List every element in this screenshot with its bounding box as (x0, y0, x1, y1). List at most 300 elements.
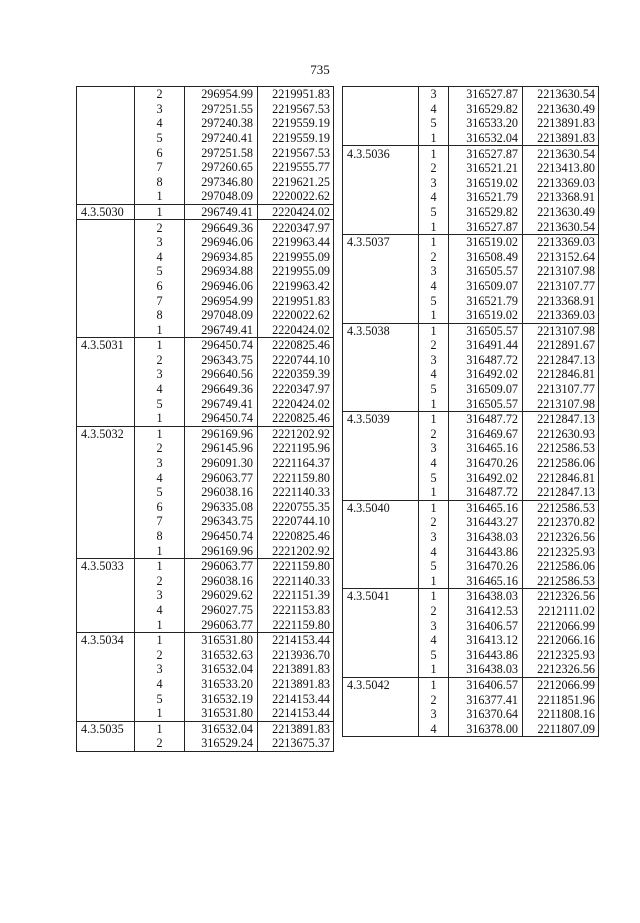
parcel-id-cell (77, 574, 135, 589)
parcel-id-cell: 4.3.5030 (77, 204, 135, 220)
point-number-cell: 5 (419, 205, 449, 220)
parcel-id-cell (77, 441, 135, 456)
point-number-cell: 6 (135, 500, 185, 515)
y-coordinate-cell: 2219955.09 (258, 264, 334, 279)
y-coordinate-cell: 2211807.09 (523, 722, 599, 737)
point-number-cell: 1 (135, 543, 185, 558)
table-row (343, 116, 599, 131)
table-row (343, 161, 599, 176)
x-coordinate-cell: 316529.24 (185, 736, 258, 751)
point-number-cell: 2 (135, 353, 185, 368)
parcel-id-cell (77, 662, 135, 677)
point-number-cell: 5 (419, 559, 449, 574)
y-coordinate-cell: 2213369.03 (523, 234, 599, 249)
table-row (343, 530, 599, 545)
x-coordinate-cell: 296343.75 (185, 514, 258, 529)
x-coordinate-cell: 296649.36 (185, 382, 258, 397)
parcel-id-cell (343, 102, 419, 117)
table-row (343, 176, 599, 191)
y-coordinate-cell: 2212847.13 (523, 485, 599, 500)
table-row (77, 175, 334, 190)
point-number-cell: 3 (419, 707, 449, 722)
x-coordinate-cell: 316532.04 (185, 721, 258, 736)
x-coordinate-cell: 296954.99 (185, 293, 258, 308)
point-number-cell: 1 (419, 662, 449, 677)
point-number-cell: 2 (135, 441, 185, 456)
point-number-cell: 5 (135, 485, 185, 500)
x-coordinate-cell: 296946.06 (185, 235, 258, 250)
point-number-cell: 3 (419, 618, 449, 633)
x-coordinate-cell: 296946.06 (185, 279, 258, 294)
table-row (343, 485, 599, 500)
y-coordinate-cell: 2221159.80 (258, 470, 334, 485)
point-number-cell: 2 (419, 515, 449, 530)
point-number-cell: 1 (135, 338, 185, 353)
table-row (77, 116, 334, 131)
x-coordinate-cell: 296169.96 (185, 426, 258, 441)
x-coordinate-cell: 316443.86 (449, 648, 523, 663)
point-number-cell: 3 (419, 353, 449, 368)
x-coordinate-cell: 296640.56 (185, 367, 258, 382)
x-coordinate-cell: 316532.04 (449, 131, 523, 146)
point-number-cell: 3 (419, 530, 449, 545)
parcel-id-cell (77, 264, 135, 279)
parcel-id-cell (343, 161, 419, 176)
point-number-cell: 5 (419, 382, 449, 397)
table-row (77, 323, 334, 338)
y-coordinate-cell: 2212846.81 (523, 470, 599, 485)
x-coordinate-cell: 297251.58 (185, 145, 258, 160)
x-coordinate-cell: 316438.03 (449, 530, 523, 545)
y-coordinate-cell: 2213369.03 (523, 308, 599, 323)
y-coordinate-cell: 2220744.10 (258, 353, 334, 368)
x-coordinate-cell: 297048.09 (185, 308, 258, 323)
y-coordinate-cell: 2212325.93 (523, 544, 599, 559)
parcel-id-cell (343, 456, 419, 471)
point-number-cell: 3 (419, 441, 449, 456)
table-row (343, 396, 599, 411)
parcel-id-cell (343, 190, 419, 205)
x-coordinate-cell: 316509.07 (449, 279, 523, 294)
parcel-id-cell (343, 530, 419, 545)
point-number-cell: 1 (419, 677, 449, 692)
point-number-cell: 3 (135, 102, 185, 117)
y-coordinate-cell: 2219955.09 (258, 250, 334, 265)
x-coordinate-cell: 316492.02 (449, 470, 523, 485)
y-coordinate-cell: 2220424.02 (258, 396, 334, 411)
y-coordinate-cell: 2212325.93 (523, 648, 599, 663)
x-coordinate-cell: 316505.57 (449, 264, 523, 279)
table-row (77, 396, 334, 411)
x-coordinate-cell: 316509.07 (449, 382, 523, 397)
y-coordinate-cell: 2211808.16 (523, 707, 599, 722)
table-row (343, 604, 599, 619)
point-number-cell: 4 (135, 603, 185, 618)
parcel-id-cell (77, 235, 135, 250)
table-row (343, 722, 599, 737)
table-row (77, 456, 334, 471)
parcel-id-cell (77, 456, 135, 471)
y-coordinate-cell: 2221159.80 (258, 559, 334, 574)
table-row (343, 219, 599, 234)
point-number-cell: 1 (135, 559, 185, 574)
table-row (343, 205, 599, 220)
parcel-id-cell (343, 648, 419, 663)
y-coordinate-cell: 2212847.13 (523, 412, 599, 427)
parcel-id-cell (343, 633, 419, 648)
table-row (77, 721, 334, 736)
y-coordinate-cell: 2221153.83 (258, 603, 334, 618)
table-row (77, 235, 334, 250)
table-row (343, 559, 599, 574)
point-number-cell: 5 (135, 691, 185, 706)
x-coordinate-cell: 316443.86 (449, 544, 523, 559)
y-coordinate-cell: 2219621.25 (258, 175, 334, 190)
table-row (77, 145, 334, 160)
y-coordinate-cell: 2212586.53 (523, 500, 599, 515)
point-number-cell: 1 (135, 721, 185, 736)
x-coordinate-cell: 296749.41 (185, 396, 258, 411)
x-coordinate-cell: 296343.75 (185, 353, 258, 368)
point-number-cell: 8 (135, 308, 185, 323)
x-coordinate-cell: 316492.02 (449, 367, 523, 382)
point-number-cell: 1 (419, 412, 449, 427)
point-number-cell: 5 (419, 293, 449, 308)
parcel-id-cell (343, 441, 419, 456)
point-number-cell: 2 (419, 604, 449, 619)
x-coordinate-cell: 296063.77 (185, 617, 258, 632)
x-coordinate-cell: 316370.64 (449, 707, 523, 722)
x-coordinate-cell: 296934.85 (185, 250, 258, 265)
table-row (343, 574, 599, 589)
y-coordinate-cell: 2221159.80 (258, 617, 334, 632)
table-row (343, 146, 599, 161)
y-coordinate-cell: 2220359.39 (258, 367, 334, 382)
parcel-id-cell: 4.3.5037 (343, 234, 419, 249)
parcel-id-cell: 4.3.5034 (77, 632, 135, 647)
parcel-id-cell (77, 500, 135, 515)
parcel-id-cell: 4.3.5031 (77, 338, 135, 353)
y-coordinate-cell: 2213368.91 (523, 293, 599, 308)
parcel-id-cell (77, 603, 135, 618)
y-coordinate-cell: 2221202.92 (258, 543, 334, 558)
x-coordinate-cell: 316413.12 (449, 633, 523, 648)
table-row (77, 632, 334, 647)
table-row (77, 87, 334, 102)
table-row (343, 87, 599, 102)
y-coordinate-cell: 2221202.92 (258, 426, 334, 441)
x-coordinate-cell: 296091.30 (185, 456, 258, 471)
y-coordinate-cell: 2220022.62 (258, 189, 334, 204)
point-number-cell: 5 (419, 648, 449, 663)
parcel-id-cell: 4.3.5042 (343, 677, 419, 692)
x-coordinate-cell: 316377.41 (449, 692, 523, 707)
x-coordinate-cell: 316527.87 (449, 219, 523, 234)
x-coordinate-cell: 316529.82 (449, 205, 523, 220)
parcel-id-cell (343, 116, 419, 131)
parcel-id-cell (343, 382, 419, 397)
table-row (77, 648, 334, 663)
point-number-cell: 1 (419, 574, 449, 589)
point-number-cell: 7 (135, 293, 185, 308)
parcel-id-cell (77, 411, 135, 426)
y-coordinate-cell: 2221195.96 (258, 441, 334, 456)
parcel-id-cell (343, 353, 419, 368)
x-coordinate-cell: 296954.99 (185, 87, 258, 102)
parcel-id-cell (77, 677, 135, 692)
table-row (77, 131, 334, 146)
parcel-id-cell (77, 736, 135, 751)
point-number-cell: 1 (419, 131, 449, 146)
table-row (77, 662, 334, 677)
parcel-id-cell (77, 131, 135, 146)
parcel-id-cell (343, 559, 419, 574)
page-number: 735 (310, 62, 330, 77)
x-coordinate-cell: 316465.16 (449, 574, 523, 589)
y-coordinate-cell: 2220755.35 (258, 500, 334, 515)
y-coordinate-cell: 2213152.64 (523, 250, 599, 265)
table-row (77, 308, 334, 323)
point-number-cell: 8 (135, 529, 185, 544)
table-row (343, 412, 599, 427)
x-coordinate-cell: 316527.87 (449, 146, 523, 161)
y-coordinate-cell: 2221140.33 (258, 485, 334, 500)
point-number-cell: 1 (135, 706, 185, 721)
y-coordinate-cell: 2213891.83 (258, 721, 334, 736)
parcel-id-cell (343, 544, 419, 559)
parcel-id-cell (343, 692, 419, 707)
x-coordinate-cell: 296450.74 (185, 529, 258, 544)
point-number-cell: 1 (135, 426, 185, 441)
point-number-cell: 6 (135, 279, 185, 294)
point-number-cell: 3 (419, 264, 449, 279)
table-row (343, 677, 599, 692)
y-coordinate-cell: 2219951.83 (258, 293, 334, 308)
table-row (77, 514, 334, 529)
x-coordinate-cell: 296063.77 (185, 470, 258, 485)
point-number-cell: 1 (419, 323, 449, 338)
parcel-id-cell (343, 574, 419, 589)
x-coordinate-cell: 316487.72 (449, 412, 523, 427)
coordinates-table-left (76, 86, 334, 752)
table-row (77, 220, 334, 235)
table-row (343, 544, 599, 559)
y-coordinate-cell: 2212630.93 (523, 427, 599, 442)
point-number-cell: 1 (419, 146, 449, 161)
table-row (343, 190, 599, 205)
point-number-cell: 4 (419, 190, 449, 205)
parcel-id-cell: 4.3.5036 (343, 146, 419, 161)
table-row (343, 382, 599, 397)
point-number-cell: 5 (135, 396, 185, 411)
y-coordinate-cell: 2213630.54 (523, 219, 599, 234)
table-row (343, 367, 599, 382)
point-number-cell: 4 (135, 470, 185, 485)
parcel-id-cell (77, 648, 135, 663)
y-coordinate-cell: 2212586.06 (523, 456, 599, 471)
y-coordinate-cell: 2219567.53 (258, 145, 334, 160)
y-coordinate-cell: 2213891.83 (523, 116, 599, 131)
table-row (343, 102, 599, 117)
point-number-cell: 4 (419, 633, 449, 648)
x-coordinate-cell: 316443.27 (449, 515, 523, 530)
point-number-cell: 4 (419, 544, 449, 559)
point-number-cell: 3 (135, 235, 185, 250)
point-number-cell: 6 (135, 145, 185, 160)
x-coordinate-cell: 296038.16 (185, 485, 258, 500)
table-row (343, 648, 599, 663)
table-row (77, 293, 334, 308)
x-coordinate-cell: 316527.87 (449, 87, 523, 102)
point-number-cell: 1 (419, 219, 449, 234)
parcel-id-cell (343, 722, 419, 737)
y-coordinate-cell: 2214153.44 (258, 632, 334, 647)
x-coordinate-cell: 316532.63 (185, 648, 258, 663)
y-coordinate-cell: 2212586.06 (523, 559, 599, 574)
point-number-cell: 2 (135, 220, 185, 235)
point-number-cell: 2 (419, 427, 449, 442)
parcel-id-cell (343, 662, 419, 677)
parcel-id-cell (343, 396, 419, 411)
x-coordinate-cell: 316406.57 (449, 677, 523, 692)
table-row (77, 338, 334, 353)
y-coordinate-cell: 2220424.02 (258, 323, 334, 338)
table-row (343, 279, 599, 294)
table-row (343, 323, 599, 338)
y-coordinate-cell: 2212326.56 (523, 530, 599, 545)
parcel-id-cell (77, 160, 135, 175)
y-coordinate-cell: 2220825.46 (258, 338, 334, 353)
table-row (77, 250, 334, 265)
point-number-cell: 1 (419, 589, 449, 604)
parcel-id-cell (343, 205, 419, 220)
y-coordinate-cell: 2213630.54 (523, 146, 599, 161)
x-coordinate-cell: 316521.79 (449, 190, 523, 205)
y-coordinate-cell: 2213413.80 (523, 161, 599, 176)
x-coordinate-cell: 316470.26 (449, 559, 523, 574)
y-coordinate-cell: 2213107.98 (523, 323, 599, 338)
x-coordinate-cell: 296450.74 (185, 411, 258, 426)
point-number-cell: 2 (135, 574, 185, 589)
parcel-id-cell (343, 707, 419, 722)
x-coordinate-cell: 316465.16 (449, 500, 523, 515)
x-coordinate-cell: 316505.57 (449, 323, 523, 338)
y-coordinate-cell: 2213107.98 (523, 396, 599, 411)
parcel-id-cell (77, 323, 135, 338)
table-row (77, 574, 334, 589)
x-coordinate-cell: 316529.82 (449, 102, 523, 117)
x-coordinate-cell: 316465.16 (449, 441, 523, 456)
table-row (77, 102, 334, 117)
point-number-cell: 3 (135, 662, 185, 677)
point-number-cell: 5 (135, 131, 185, 146)
table-row (77, 603, 334, 618)
point-number-cell: 3 (419, 176, 449, 191)
table-row (343, 662, 599, 677)
y-coordinate-cell: 2212847.13 (523, 353, 599, 368)
table-row (77, 204, 334, 220)
x-coordinate-cell: 296749.41 (185, 204, 258, 220)
y-coordinate-cell: 2220022.62 (258, 308, 334, 323)
table-row (77, 264, 334, 279)
table-row (77, 736, 334, 751)
parcel-id-cell (77, 543, 135, 558)
parcel-id-cell (77, 250, 135, 265)
y-coordinate-cell: 2213107.77 (523, 279, 599, 294)
parcel-id-cell (77, 175, 135, 190)
parcel-id-cell (77, 189, 135, 204)
y-coordinate-cell: 2211851.96 (523, 692, 599, 707)
table-row (77, 426, 334, 441)
parcel-id-cell (343, 264, 419, 279)
table-row (77, 353, 334, 368)
point-number-cell: 1 (135, 189, 185, 204)
x-coordinate-cell: 296450.74 (185, 338, 258, 353)
point-number-cell: 5 (419, 470, 449, 485)
parcel-id-cell: 4.3.5041 (343, 589, 419, 604)
x-coordinate-cell: 297240.41 (185, 131, 258, 146)
point-number-cell: 7 (135, 160, 185, 175)
point-number-cell: 3 (135, 588, 185, 603)
table-row (343, 308, 599, 323)
x-coordinate-cell: 297260.65 (185, 160, 258, 175)
parcel-id-cell (77, 529, 135, 544)
table-row (343, 500, 599, 515)
x-coordinate-cell: 297048.09 (185, 189, 258, 204)
x-coordinate-cell: 296649.36 (185, 220, 258, 235)
parcel-id-cell: 4.3.5035 (77, 721, 135, 736)
table-row (343, 692, 599, 707)
point-number-cell: 4 (419, 456, 449, 471)
table-row (343, 515, 599, 530)
y-coordinate-cell: 2213936.70 (258, 648, 334, 663)
point-number-cell: 2 (135, 736, 185, 751)
point-number-cell: 2 (419, 161, 449, 176)
x-coordinate-cell: 316533.20 (185, 677, 258, 692)
point-number-cell: 1 (419, 396, 449, 411)
x-coordinate-cell: 316532.04 (185, 662, 258, 677)
parcel-id-cell: 4.3.5033 (77, 559, 135, 574)
point-number-cell: 1 (135, 632, 185, 647)
table-row (77, 382, 334, 397)
table-row (77, 367, 334, 382)
parcel-id-cell (77, 220, 135, 235)
y-coordinate-cell: 2220744.10 (258, 514, 334, 529)
point-number-cell: 5 (135, 264, 185, 279)
point-number-cell: 3 (419, 87, 449, 102)
y-coordinate-cell: 2221164.37 (258, 456, 334, 471)
x-coordinate-cell: 316412.53 (449, 604, 523, 619)
y-coordinate-cell: 2221140.33 (258, 574, 334, 589)
parcel-id-cell (343, 87, 419, 102)
point-number-cell: 4 (419, 367, 449, 382)
parcel-id-cell: 4.3.5038 (343, 323, 419, 338)
table-row (77, 529, 334, 544)
parcel-id-cell (343, 293, 419, 308)
y-coordinate-cell: 2212066.99 (523, 618, 599, 633)
parcel-id-cell (77, 514, 135, 529)
x-coordinate-cell: 316521.21 (449, 161, 523, 176)
parcel-id-cell (77, 116, 135, 131)
table-row (343, 441, 599, 456)
parcel-id-cell (77, 102, 135, 117)
table-row (77, 677, 334, 692)
x-coordinate-cell: 316406.57 (449, 618, 523, 633)
parcel-id-cell (77, 485, 135, 500)
y-coordinate-cell: 2219963.44 (258, 235, 334, 250)
parcel-id-cell (77, 706, 135, 721)
parcel-id-cell (343, 176, 419, 191)
